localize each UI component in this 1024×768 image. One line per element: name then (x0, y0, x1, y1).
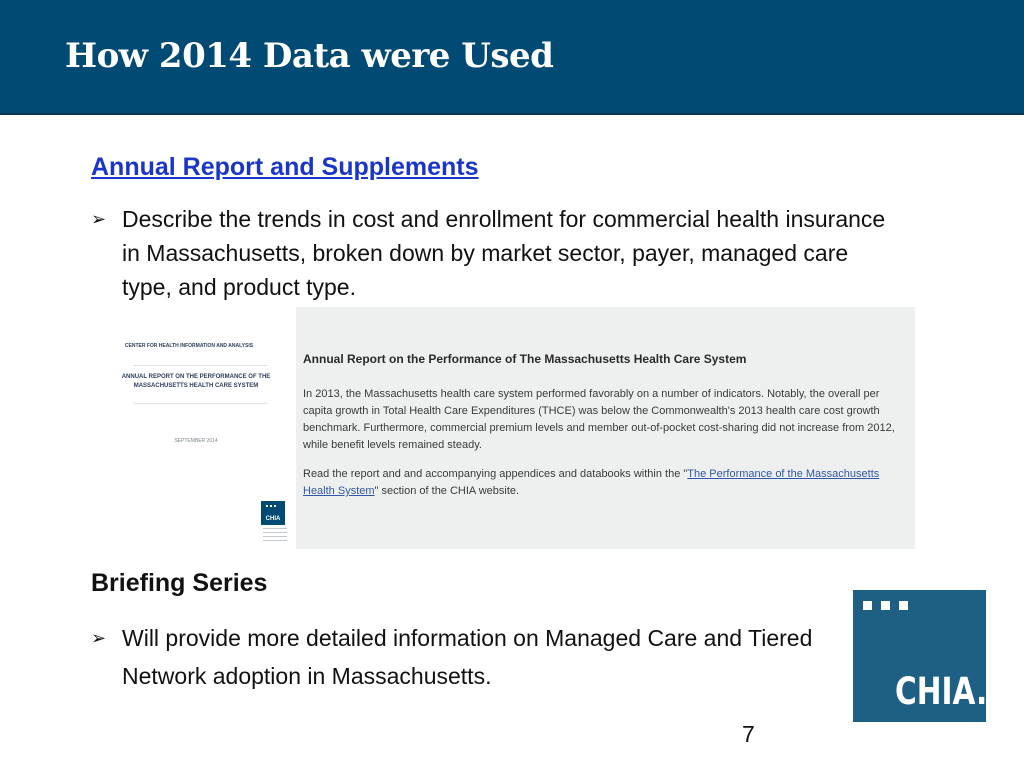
arrow-bullet-icon: ➢ (91, 628, 107, 648)
performance-report-link[interactable]: The Performance of the Massachusetts Health System (303, 468, 880, 497)
annual-report-link[interactable]: Annual Report and Supplements (91, 153, 479, 181)
cover-date: SEPTEMBER 2014 (174, 438, 218, 444)
slide-title: How 2014 Data were Used (65, 36, 554, 76)
logo-square-icon (863, 601, 872, 610)
logo-wordmark: CHIA. (895, 670, 988, 713)
bullet-annual-report (91, 202, 891, 304)
cover-org: CENTER FOR HEALTH INFORMATION AND ANALYSIS (124, 343, 254, 349)
report-heading: Annual Report on the Performance of The Massachusetts Health Care System (303, 352, 747, 366)
logo-square-icon (899, 601, 908, 610)
cover-divider (133, 365, 268, 366)
bullet-text: Describe the trends in cost and enrollment for commercial health insurance in Massachusetts, broken down by market sector, payer, managed care type, and product type. (122, 206, 886, 300)
cover-chia-logo-icon (261, 501, 285, 525)
report-description (303, 351, 908, 512)
bullet-text: Will provide more detailed information on Managed Care and Tiered Network adoption in Massachusetts. (122, 625, 813, 689)
cover-footer-lines (263, 528, 287, 544)
read-suffix: " section of the CHIA website. (374, 485, 520, 497)
header-bar (0, 0, 1024, 115)
report-read-more (303, 466, 908, 500)
briefing-series-heading: Briefing Series (91, 569, 268, 597)
cover-logo-text: CHIA (265, 516, 281, 522)
bullet-briefing-series (91, 619, 891, 695)
logo-square-icon (881, 601, 890, 610)
arrow-bullet-icon: ➢ (91, 209, 107, 229)
read-prefix: Read the report and and accompanying appendices and databooks within the " (303, 468, 688, 480)
cover-divider (133, 403, 268, 404)
report-screenshot (103, 307, 915, 549)
chia-logo (853, 590, 986, 722)
report-paragraph: In 2013, the Massachusetts health care system performed favorably on a number of indicators. Notably, the overall per capita growth in Total Health Care Expenditures (THCE) was below the Commonwealth's 2013 health care cost growth benchmark. Furthermore, commercial premium levels and member out-of-pocket cost-sharing did not increase from 2012, while benefit levels remained steady. (303, 388, 895, 451)
cover-title: ANNUAL REPORT ON THE PERFORMANCE OF THE MASSACHUSETTS HEALTH CARE SYSTEM (121, 374, 271, 389)
page-number: 7 (742, 721, 755, 747)
report-cover-thumbnail[interactable] (103, 307, 296, 549)
